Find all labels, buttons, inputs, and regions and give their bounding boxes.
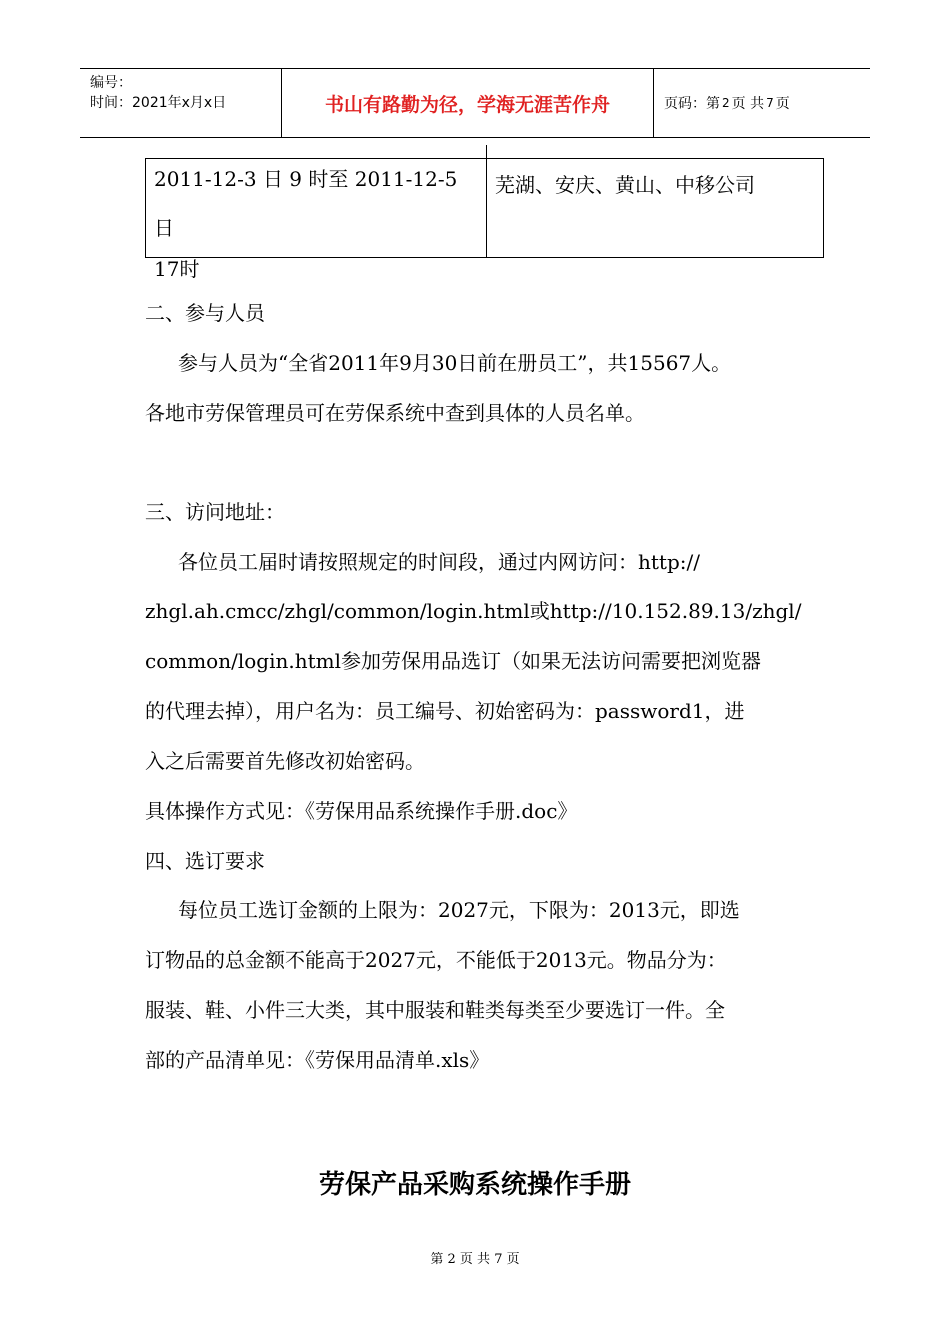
section-4-text: 部的产品清单见：《劳保用品清单.xls》 [145,1048,490,1072]
page-current: 2 [722,96,730,110]
section-3-text: 入之后需要首先修改初始密码。 [145,749,425,773]
section-4-text: 订物品的总金额不能高于2027元，不能低于2013元。物品分为： [145,948,727,972]
section-4-heading: 四、选订要求 [145,849,265,873]
section-4-text: 每位员工选订金额的上限为：2027元，下限为：2013元，即选 [178,898,740,922]
section-2-text: 参与人员为“全省2011年9月30日前在册员工”，共15567人。 [178,351,732,375]
section-3-text: zhgl.ah.cmcc/zhgl/common/login.html或http://10.152.89.13/zhgl/ [145,599,802,623]
page-total: 7 [766,96,774,110]
serial-label: 编号： [90,75,132,91]
section-3-text: 各位员工届时请按照规定的时间段，通过内网访问：http:// [178,550,700,574]
schedule-time-cell [146,145,487,281]
header-info [80,69,282,137]
schedule-table [145,158,824,281]
section-4-text: 服装、鞋、小件三大类，其中服装和鞋类每类至少要选订一件。全 [145,998,725,1022]
page-mid: 页 共 [731,96,765,112]
header-page-info [654,69,870,137]
page-header [80,68,870,138]
schedule-region-cell: 芜湖、安庆、黄山、中移公司 [495,173,755,197]
time-label: 时间：2021年x月x日 [90,95,227,111]
schedule-time-line2: 17时 [154,257,200,281]
section-3-heading: 三、访问地址： [145,500,285,524]
page-footer: 第 2 页 共 7 页 [430,1252,520,1267]
header-motto: 书山有路勤为径，学海无涯苦作舟 [282,69,654,137]
section-3-text: common/login.html参加劳保用品选订（如果无法访问需要把浏览器 [145,649,761,673]
section-2-text: 各地市劳保管理员可在劳保系统中查到具体的人员名单。 [145,401,645,425]
section-3-text: 具体操作方式见：《劳保用品系统操作手册.doc》 [145,799,578,823]
document-title: 劳保产品采购系统操作手册 [318,1170,631,1200]
page-prefix: 页码：第 [664,96,720,112]
section-2-heading: 二、参与人员 [145,301,265,325]
schedule-time-line1: 2011-12-3 日 9 时至 2011-12-5 日 [154,167,458,240]
page-suffix: 页 [775,96,790,112]
section-3-text: 的代理去掉），用户名为：员工编号、初始密码为：password1，进 [145,699,745,723]
